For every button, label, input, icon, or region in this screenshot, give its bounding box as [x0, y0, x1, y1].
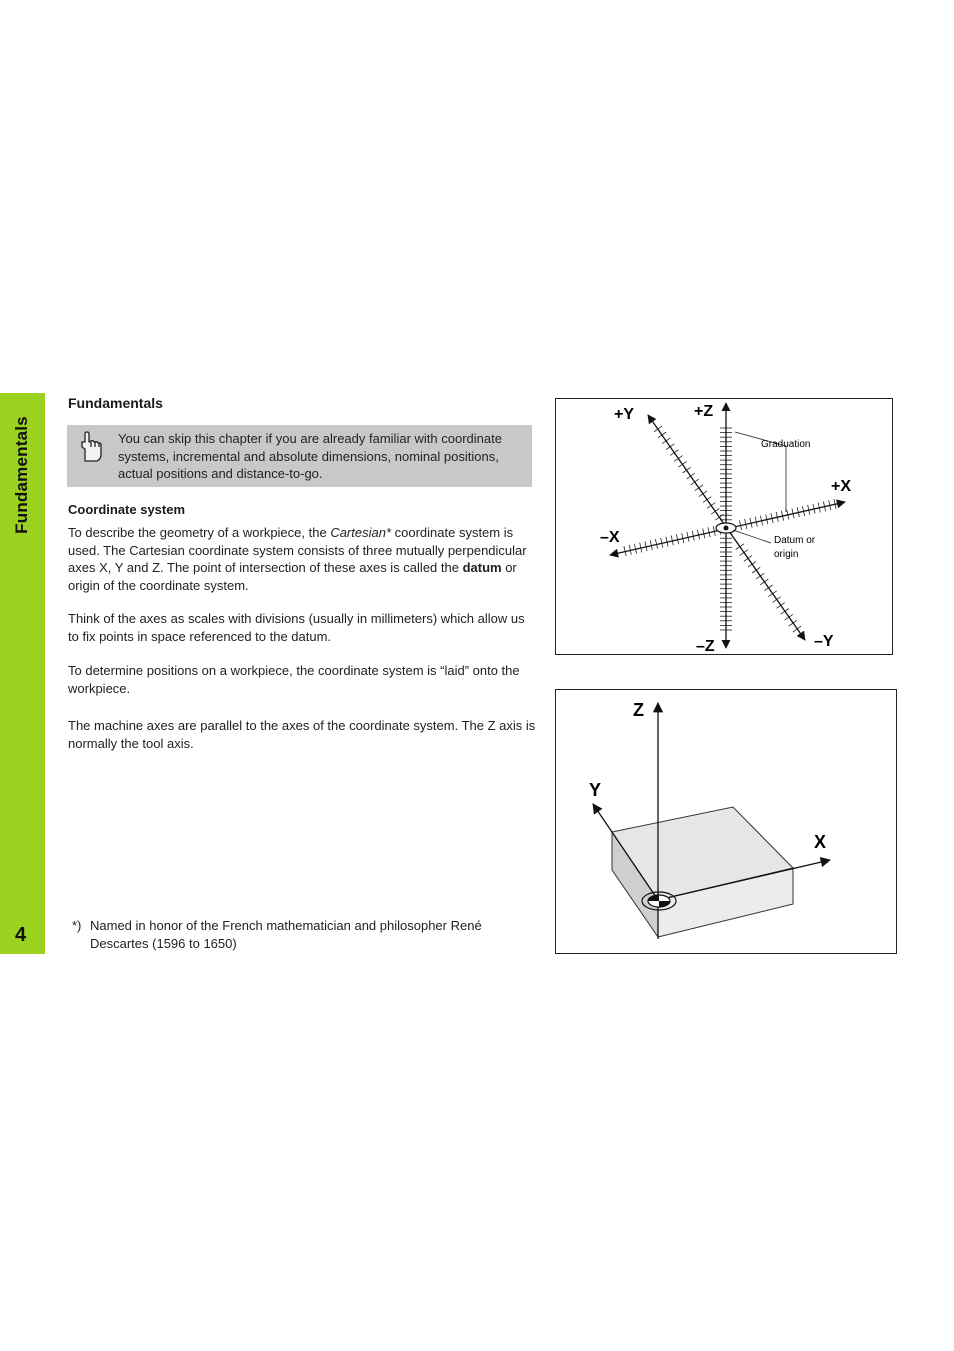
coordinate-axes-figure	[555, 398, 893, 655]
label-plus-z: +Z	[694, 403, 714, 420]
datum-term: datum	[462, 560, 502, 575]
label-plus-x: +X	[831, 478, 852, 495]
chapter-tab-label	[6, 409, 38, 541]
paragraph1-part3: or origin of the coordinate system.	[68, 560, 517, 593]
graduation-label: Graduation	[761, 439, 811, 450]
label-minus-y: –Y	[814, 633, 834, 650]
cartesian-term: Cartesian*	[330, 525, 392, 540]
label-plus-y: +Y	[614, 406, 635, 423]
datum-label-line1: Datum or	[774, 535, 816, 546]
chapter-tab-text: Fundamentals	[12, 416, 32, 534]
label-minus-z: –Z	[696, 638, 715, 655]
workpiece-axes-figure	[555, 689, 897, 954]
note-box	[67, 425, 532, 487]
paragraph-positions: To determine positions on a workpiece, the coordinate system is “laid” onto the workpiece.	[68, 663, 520, 696]
footnote-text: Named in honor of the French mathematician and philosopher René Descartes (1596 to 1650)	[90, 918, 482, 951]
subsection-title: Coordinate system	[68, 502, 186, 517]
label-z: Z	[633, 700, 644, 720]
label-y: Y	[589, 780, 602, 800]
pointing-hand-icon	[79, 431, 105, 465]
paragraph1-part2: coordinate system is used. The Cartesian coordinate system consists of three mutually perpendicular axes X, Y and Z. The point of intersection of these axes is called the	[68, 525, 527, 575]
paragraph-scales: Think of the axes as scales with divisions (usually in millimeters) which allow us to fix points in space referenced to the datum.	[68, 611, 525, 644]
paragraph1-part1: To describe the geometry of a workpiece, the	[68, 525, 331, 540]
note-text: You can skip this chapter if you are already familiar with coordinate systems, incremental and absolute dimensions, nominal positions, actual positions and distance-to-go.	[118, 431, 502, 481]
paragraph-machine-axes: The machine axes are parallel to the axes of the coordinate system. The Z axis is normally the tool axis.	[68, 718, 536, 751]
label-minus-x: –X	[600, 529, 620, 546]
label-x: X	[814, 832, 827, 852]
section-title: Fundamentals	[68, 395, 163, 411]
datum-label-line2: origin	[774, 549, 799, 560]
footnote-marker: *)	[72, 918, 82, 933]
page-number: 4	[15, 924, 27, 946]
paragraph-cartesian	[68, 524, 538, 594]
